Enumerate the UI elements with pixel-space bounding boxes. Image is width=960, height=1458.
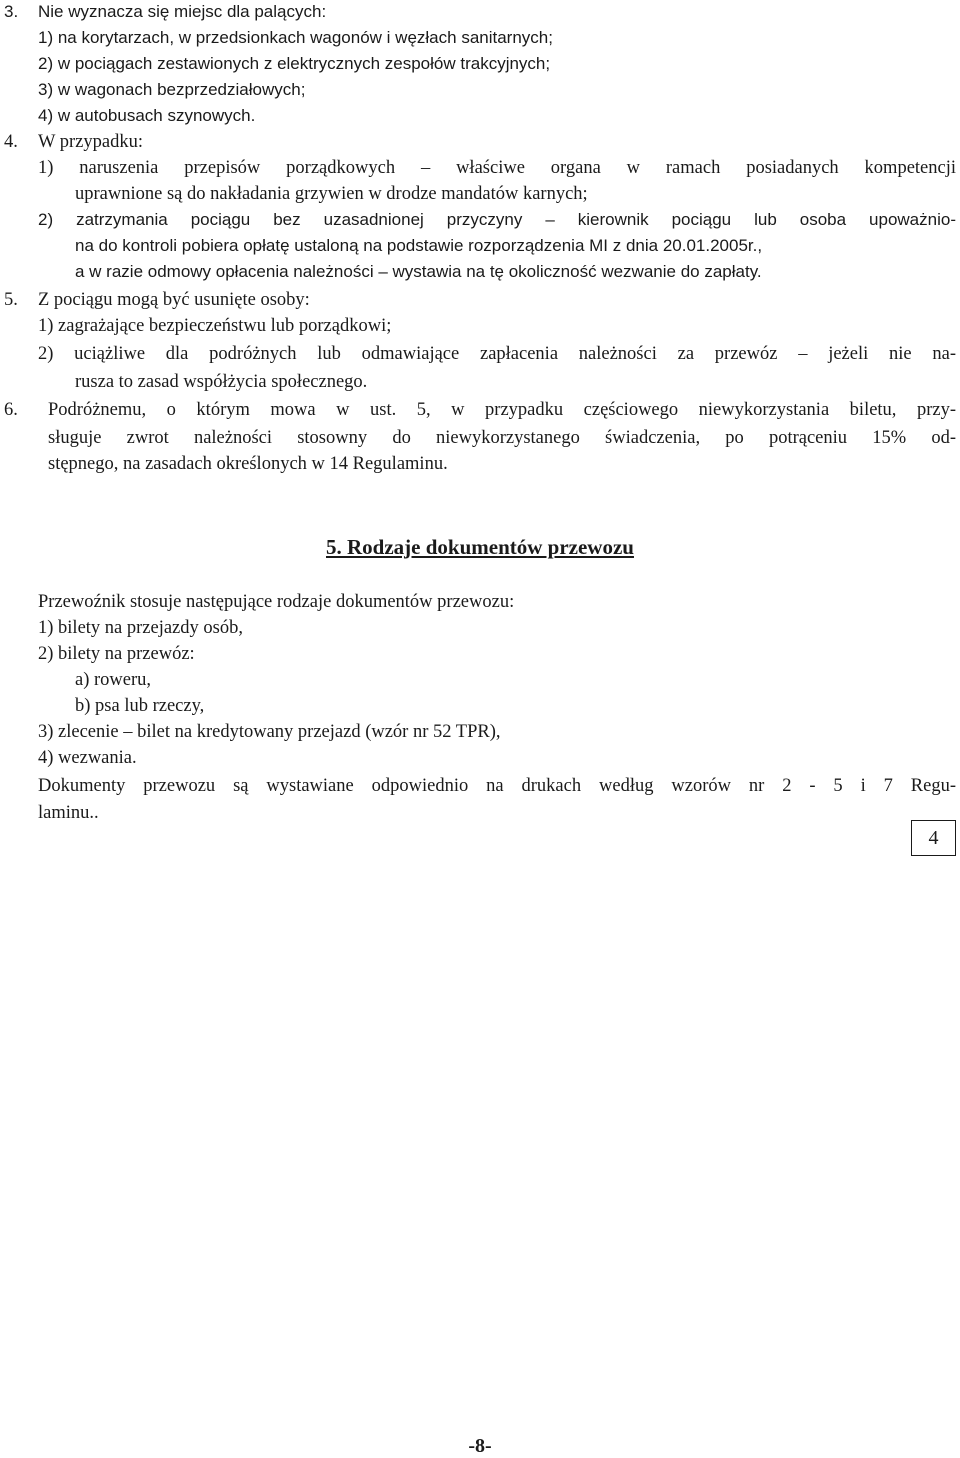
item-5-number: 5. — [4, 290, 18, 310]
item-3-title: Nie wyznacza się miejsc dla palących: — [38, 2, 327, 21]
item-6-line-3: stępnego, na zasadach określonych w 14 Regulaminu. — [48, 454, 448, 474]
closing-line-1: Dokumenty przewozu są wystawiane odpowiednio na drukach według wzorów nr 2 - 5 i 7 Regu- — [38, 776, 956, 796]
item-4-sub-2-line-1: 2) zatrzymania pociągu bez uzasadnionej przyczyny – kierownik pociągu lub osoba upoważnio- — [38, 210, 956, 229]
item-4-sub-2-line-3: a w razie odmowy opłacenia należności – wystawia na tę okoliczność wezwanie do zapłaty. — [75, 262, 762, 281]
closing-line-2: laminu.. — [38, 803, 99, 823]
doc-type-2: 2) bilety na przewóz: — [38, 644, 195, 664]
doc-type-1: 1) bilety na przejazdy osób, — [38, 618, 243, 638]
item-4-sub-1-line-1: 1) naruszenia przepisów porządkowych – właściwe organa w ramach posiadanych kompetencji — [38, 158, 956, 178]
item-3-sub-4: 4) w autobusach szynowych. — [38, 106, 256, 125]
doc-type-3: 3) zlecenie – bilet na kredytowany przejazd (wzór nr 52 TPR), — [38, 722, 501, 742]
item-3-sub-3: 3) w wagonach bezprzedziałowych; — [38, 80, 306, 99]
doc-type-2b: b) psa lub rzeczy, — [75, 696, 205, 716]
intro-text: Przewoźnik stosuje następujące rodzaje dokumentów przewozu: — [38, 592, 515, 612]
page-number: -8- — [468, 1435, 492, 1457]
item-6-line-2: sługuje zwrot należności stosowny do niewykorzystanego świadczenia, po potrąceniu 15% od- — [48, 428, 956, 448]
item-5-sub-1: 1) zagrażające bezpieczeństwu lub porządkowi; — [38, 316, 392, 336]
item-5-title: Z pociągu mogą być usunięte osoby: — [38, 290, 310, 310]
item-6-line-1: Podróżnemu, o którym mowa w ust. 5, w przypadku częściowego niewykorzystania biletu, przy- — [48, 400, 956, 420]
item-4-sub-2-line-2: na do kontroli pobiera opłatę ustaloną na podstawie rozporządzenia MI z dnia 20.01.2005r., — [75, 236, 763, 255]
doc-type-4: 4) wezwania. — [38, 748, 137, 768]
item-3-sub-1: 1) na korytarzach, w przedsionkach wagonów i węzłach sanitarnych; — [38, 28, 553, 47]
item-6-number: 6. — [4, 400, 18, 420]
section-heading: 5. Rodzaje dokumentów przewozu — [326, 535, 634, 559]
item-4-sub-1-line-2: uprawnione są do nakładania grzywien w drodze mandatów karnych; — [75, 184, 588, 204]
boxed-page-marker: 4 — [911, 820, 956, 856]
item-5-sub-2-line-1: 2) uciążliwe dla podróżnych lub odmawiające zapłacenia należności za przewóz – jeżeli nie na- — [38, 344, 956, 364]
doc-type-2a: a) roweru, — [75, 670, 152, 690]
item-4-title: W przypadku: — [38, 132, 143, 152]
item-4-number: 4. — [4, 132, 18, 152]
item-3-sub-2: 2) w pociągach zestawionych z elektrycznych zespołów trakcyjnych; — [38, 54, 551, 73]
item-3-number: 3. — [4, 2, 19, 21]
item-5-sub-2-line-2: rusza to zasad współżycia społecznego. — [75, 372, 368, 392]
